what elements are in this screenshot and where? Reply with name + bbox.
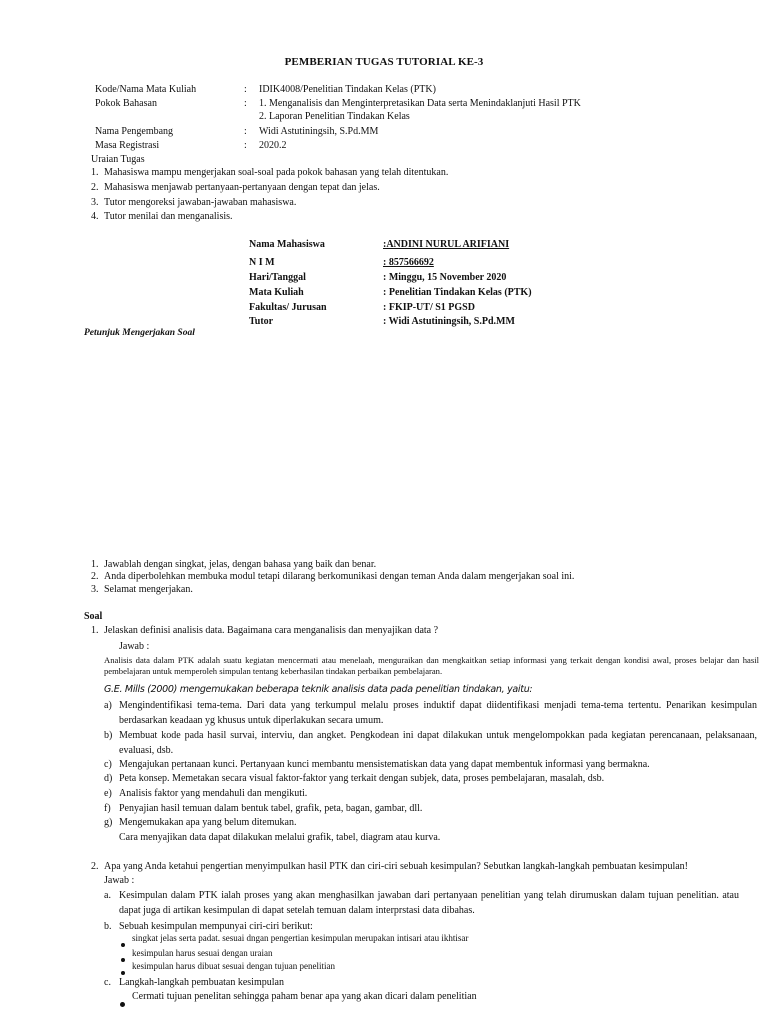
list-letter: d) xyxy=(104,773,113,784)
student-value-nim: : 857566692 xyxy=(383,257,434,268)
list-letter: a) xyxy=(104,700,112,711)
uraian-item: Mahasiswa menjawab pertanyaan-pertanyaan dengan tepat dan jelas. xyxy=(104,182,380,193)
bullet-item: Cermati tujuan penelitan sehingga paham benar apa yang akan dicari dalam penelitian xyxy=(132,991,477,1002)
student-label-hari: Hari/Tanggal xyxy=(249,272,306,283)
student-value-matkul: : Penelitian Tindakan Kelas (PTK) xyxy=(383,287,532,298)
header-label-masa: Masa Registrasi xyxy=(95,140,160,151)
list-letter: g) xyxy=(104,817,113,828)
question-text: Apa yang Anda ketahui pengertian menyimpulkan hasil PTK dan ciri-ciri sebuah kesimpulan? Sebutkan langkah-langkah pembuatan kesimpulan! xyxy=(104,861,689,872)
list-letter: c. xyxy=(104,977,111,988)
list-letter: b) xyxy=(104,730,113,741)
header-value-pokok-2: 2. Laporan Penelitian Tindakan Kelas xyxy=(259,111,410,122)
petunjuk-heading: Petunjuk Mengerjakan Soal xyxy=(84,328,195,338)
uraian-item: Mahasiswa mampu mengerjakan soal-soal pada pokok bahasan yang telah ditentukan. xyxy=(104,167,449,178)
question-text: Jelaskan definisi analisis data. Bagaimana cara menganalisis dan menyajikan data ? xyxy=(104,625,439,636)
petunjuk-num: 2. xyxy=(91,571,99,582)
uraian-num: 2. xyxy=(91,182,99,193)
bullet-icon xyxy=(120,995,125,1013)
bullet-item: kesimpulan harus sesuai dengan uraian xyxy=(132,948,273,958)
list-item: Membuat kode pada hasil survai, interviu, dan angket. Pengkodean ini dapat dilakukan untuk mengelompokkan pada kegiatan perencanaan, pelaksanaan, evaluasi, dsb. xyxy=(119,730,757,756)
header-label-pokok: Pokok Bahasan xyxy=(95,98,157,109)
closing-text: Cara menyajikan data dapat dilakukan melalui grafik, tabel, diagram atau kurva. xyxy=(119,832,441,843)
list-item: Penyajian hasil temuan dalam bentuk tabel, grafik, peta, bagan, gambar, dll. xyxy=(119,803,423,814)
jawab-label: Jawab : xyxy=(119,641,150,652)
uraian-item: Tutor mengoreksi jawaban-jawaban mahasiswa. xyxy=(104,197,297,208)
question-num: 1. xyxy=(91,625,99,636)
mills-intro: G.E. Mills (2000) mengemukakan beberapa teknik analisis data pada penelitian tindakan, yaitu: xyxy=(104,684,533,695)
list-item: Analisis faktor yang mendahuli dan mengikuti. xyxy=(119,788,308,799)
list-item: Mengemukakan apa yang belum ditemukan. xyxy=(119,817,297,828)
header-value-masa: 2020.2 xyxy=(259,140,287,151)
student-value-tutor: : Widi Astutiningsih, S.Pd.MM xyxy=(383,316,515,327)
bullet-item: singkat jelas serta padat. sesuai dngan pengertian kesimpulan merupakan intisari atau ikhtisar xyxy=(132,933,469,943)
uraian-num: 3. xyxy=(91,197,99,208)
student-label-tutor: Tutor xyxy=(249,316,274,327)
petunjuk-item: Anda diperbolehkan membuka modul tetapi dilarang berkomunikasi dengan teman Anda dalam mengerjakan soal ini. xyxy=(104,571,575,582)
petunjuk-num: 1. xyxy=(91,559,99,570)
list-letter: a. xyxy=(104,890,111,901)
header-colon: : xyxy=(244,98,247,109)
petunjuk-item: Jawablah dengan singkat, jelas, dengan bahasa yang baik dan benar. xyxy=(104,559,377,570)
student-value-hari: : Minggu, 15 November 2020 xyxy=(383,272,507,283)
page-title: PEMBERIAN TUGAS TUTORIAL KE-3 xyxy=(284,56,484,68)
student-label-matkul: Mata Kuliah xyxy=(249,287,304,298)
list-item: Sebuah kesimpulan mempunyai ciri-ciri berikut: xyxy=(119,921,313,932)
header-colon: : xyxy=(244,140,247,151)
uraian-num: 4. xyxy=(91,211,99,222)
list-item: Langkah-langkah pembuatan kesimpulan xyxy=(119,977,284,988)
header-colon: : xyxy=(244,84,247,95)
uraian-num: 1. xyxy=(91,167,99,178)
list-letter: f) xyxy=(104,803,111,814)
question-num: 2. xyxy=(91,861,99,872)
list-letter: c) xyxy=(104,759,112,770)
petunjuk-item: Selamat mengerjakan. xyxy=(104,584,193,595)
list-item: Kesimpulan dalam PTK ialah proses yang akan menghasilkan jawaban dari pertanyaan penelitian yang telah dirumuskan dalam tujuan penelitian. atau dapat juga di artikan kesimpulan di dapat setelah temuan dalam interprstasi data dibahas. xyxy=(119,890,739,916)
jawab-label: Jawab : xyxy=(104,875,135,886)
header-colon: : xyxy=(244,126,247,137)
answer-paragraph: Analisis data dalam PTK adalah suatu kegiatan mencermati atau menelaah, menguraikan dan mengkaitkan setiap informasi yang terkait dengan kondisi awal, proses belajar dan hasil pembelajaran untuk memperoleh simpulan tentang keberhasilan tindakan perbaikan pembelajaran. xyxy=(104,655,759,676)
list-item: Peta konsep. Memetakan secara visual faktor-faktor yang terkait dengan subjek, data, proses pembelajaran, masalah, dsb. xyxy=(119,773,605,784)
uraian-item: Tutor menilai dan menganalisis. xyxy=(104,211,233,222)
list-item: Mengajukan pertanaan kunci. Pertanyaan kunci membantu mensistematiskan data yang dapat membentuk informasi yang bermakna. xyxy=(119,759,650,770)
header-label-pengembang: Nama Pengembang xyxy=(95,126,174,137)
header-label-kode: Kode/Nama Mata Kuliah xyxy=(95,84,197,95)
student-value-fakultas: : FKIP-UT/ S1 PGSD xyxy=(383,302,475,313)
list-letter: b. xyxy=(104,921,112,932)
header-value-pengembang: Widi Astutiningsih, S.Pd.MM xyxy=(259,126,379,137)
student-label-fakultas: Fakultas/ Jurusan xyxy=(249,302,327,313)
uraian-heading: Uraian Tugas xyxy=(91,154,145,165)
petunjuk-num: 3. xyxy=(91,584,99,595)
bullet-item: kesimpulan harus dibuat sesuai dengan tujuan penelitian xyxy=(132,961,335,971)
list-item: Mengindentifikasi tema-tema. Dari data yang terkumpul melalu proses induktif dapat diidentifikasi menjadi tema-tema tertentu. Penarikan kesimpulan berdasarkan keadaan yg khusus untuk diperlakukan secara umum. xyxy=(119,700,757,726)
header-value-kode: IDIK4008/Penelitian Tindakan Kelas (PTK) xyxy=(259,84,436,95)
list-letter: e) xyxy=(104,788,112,799)
student-label-nim: N I M xyxy=(249,257,275,268)
soal-heading: Soal xyxy=(84,611,103,622)
student-value-nama: :ANDINI NURUL ARIFIANI xyxy=(383,239,510,250)
student-label-nama: Nama Mahasiswa xyxy=(249,239,325,250)
header-value-pokok-1: 1. Menganalisis dan Menginterpretasikan Data serta Menindaklanjuti Hasil PTK xyxy=(259,98,581,109)
